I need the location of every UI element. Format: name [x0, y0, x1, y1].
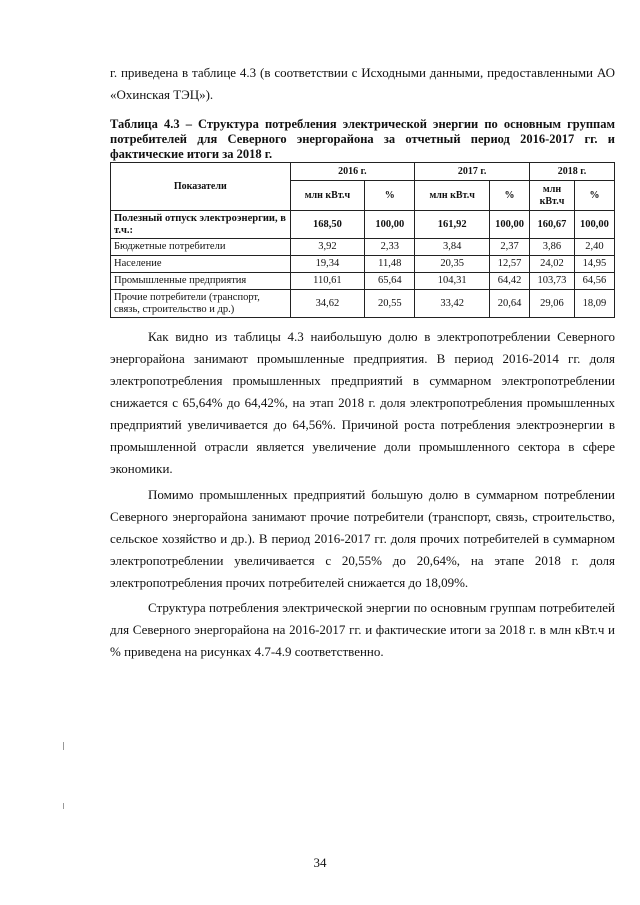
scan-mark — [63, 742, 64, 750]
text-line: экономики. — [110, 461, 173, 476]
cell: 161,92 — [415, 211, 490, 239]
text-line: снижается с 65,64% до 64,42%, на этап 2018 г. доля электропотребления промышленных — [110, 395, 615, 410]
cell: 110,61 — [290, 273, 365, 290]
scan-mark — [63, 803, 64, 809]
row-label: Бюджетные потребители — [111, 239, 291, 256]
text-line: электропотребления прочих потребителей снижается до 18,09%. — [110, 575, 469, 590]
text-line: Структура потребления электрической энергии по основным группам потребителей — [148, 600, 615, 615]
cell: 104,31 — [415, 273, 490, 290]
table-row — [111, 239, 615, 256]
cell: 34,62 — [290, 290, 365, 318]
header-unit: млн кВт.ч — [415, 181, 490, 211]
text-line: энергорайона занимают промышленные предприятия. В период 2016-2014 гг. доля — [110, 351, 615, 366]
text-line: электропотреблении увеличивается с 20,55% до 20,64%, на этапе 2018 г. доля — [110, 553, 615, 568]
cell: 24,02 — [530, 256, 575, 273]
cell: 3,86 — [530, 239, 575, 256]
text-line: % приведена на рисунках 4.7-4.9 соответственно. — [110, 644, 384, 659]
cell: 64,56 — [574, 273, 614, 290]
cell: 2,40 — [574, 239, 614, 256]
paragraph-1 — [110, 326, 615, 480]
header-indicator: Показатели — [111, 163, 291, 211]
row-label: Полезный отпуск электроэнергии, в т.ч.: — [111, 211, 291, 239]
intro-paragraph — [110, 62, 615, 106]
cell: 2,33 — [365, 239, 415, 256]
cell: 12,57 — [490, 256, 530, 273]
cell: 20,55 — [365, 290, 415, 318]
text-line: сельское хозяйство и др.). В период 2016-2017 гг. доля прочих потребителей в суммарном — [110, 531, 615, 546]
cell: 19,34 — [290, 256, 365, 273]
cell: 100,00 — [574, 211, 614, 239]
consumption-table — [110, 162, 615, 318]
table-row — [111, 273, 615, 290]
text-line: «Охинская ТЭЦ»). — [110, 87, 214, 102]
caption-line: Таблица 4.3 – Структура потребления электрической энергии по основным группам — [110, 117, 615, 131]
paragraph-2 — [110, 484, 615, 594]
cell: 18,09 — [574, 290, 614, 318]
text-line: промышленной отрасли является увеличение доли промышленного сектора в сфере — [110, 439, 615, 454]
cell: 33,42 — [415, 290, 490, 318]
cell: 64,42 — [490, 273, 530, 290]
cell: 2,37 — [490, 239, 530, 256]
cell: 100,00 — [490, 211, 530, 239]
row-label: Промышленные предприятия — [111, 273, 291, 290]
header-year: 2018 г. — [530, 163, 615, 181]
text-line: г. приведена в таблице 4.3 (в соответствии с Исходными данными, предоставленными АО — [110, 65, 615, 80]
cell: 20,35 — [415, 256, 490, 273]
table-caption — [110, 117, 615, 162]
cell: 3,92 — [290, 239, 365, 256]
header-pct: % — [490, 181, 530, 211]
caption-line: потребителей для Северного энергорайона за отчетный период 2016-2017 гг. и — [110, 132, 615, 146]
header-pct: % — [365, 181, 415, 211]
page-number: 34 — [313, 855, 327, 870]
header-pct: % — [574, 181, 614, 211]
row-label: Прочие потребители (транспорт, связь, строительство и др.) — [111, 290, 291, 318]
text-line: Как видно из таблицы 4.3 наибольшую долю в электропотреблении Северного — [148, 329, 615, 344]
text-line: для Северного энергорайона на 2016-2017 гг. и фактические итоги за 2018 г. в млн кВт.ч и — [110, 622, 615, 637]
cell: 103,73 — [530, 273, 575, 290]
header-unit: млн кВт.ч — [290, 181, 365, 211]
cell: 65,64 — [365, 273, 415, 290]
text-line: Северного энергорайона занимают прочие потребители (транспорт, связь, строительство, — [110, 509, 615, 524]
text-line: предприятий увеличивается до 64,56%. Причиной роста потребления электроэнергии в — [110, 417, 615, 432]
cell: 168,50 — [290, 211, 365, 239]
header-unit: млн кВт.ч — [530, 181, 575, 211]
table-row — [111, 211, 615, 239]
table-row — [111, 256, 615, 273]
cell: 14,95 — [574, 256, 614, 273]
header-year: 2016 г. — [290, 163, 415, 181]
caption-line: фактические итоги за 2018 г. — [110, 147, 273, 161]
text-line: электропотребления промышленных предприятий в суммарном электропотреблении — [110, 373, 615, 388]
paragraph-3 — [110, 597, 615, 663]
text-line: Помимо промышленных предприятий большую долю в суммарном потреблении — [148, 487, 615, 502]
cell: 100,00 — [365, 211, 415, 239]
cell: 29,06 — [530, 290, 575, 318]
header-year: 2017 г. — [415, 163, 530, 181]
cell: 11,48 — [365, 256, 415, 273]
cell: 3,84 — [415, 239, 490, 256]
row-label: Население — [111, 256, 291, 273]
cell: 160,67 — [530, 211, 575, 239]
cell: 20,64 — [490, 290, 530, 318]
table-row — [111, 290, 615, 318]
